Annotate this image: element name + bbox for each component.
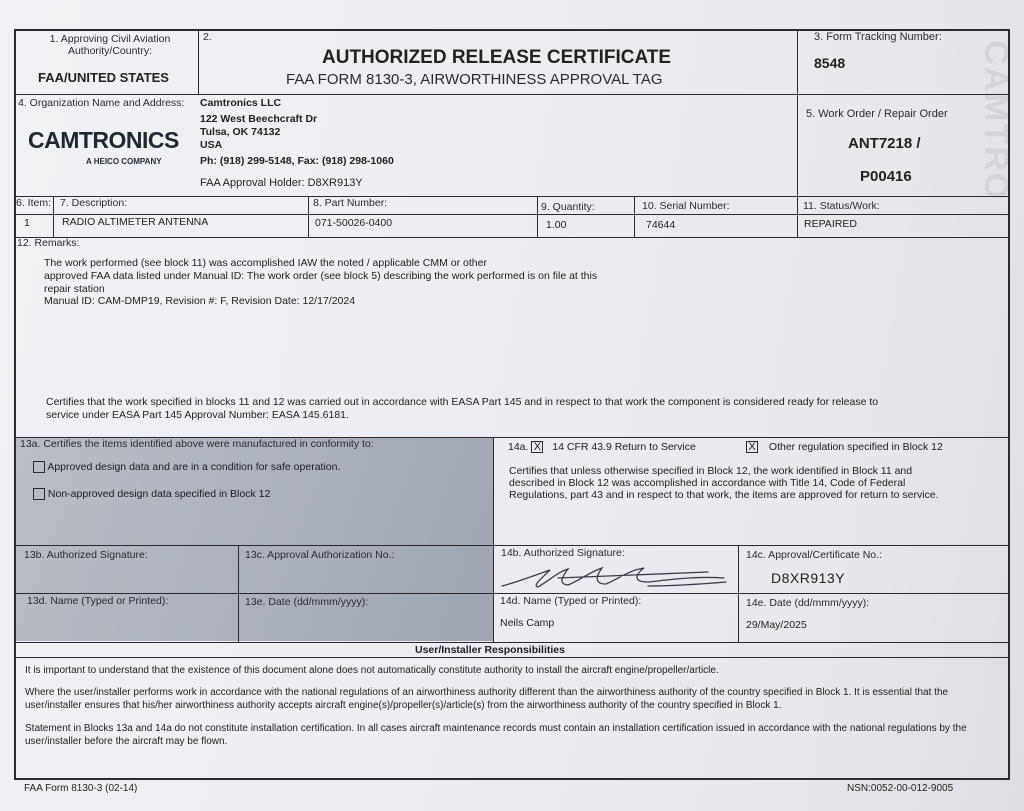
rule: [198, 29, 199, 94]
block1-label: 1. Approving Civil Aviation Authority/Country:: [49, 33, 171, 57]
other-regulation-label: Other regulation specified in Block 12: [768, 441, 943, 453]
remarks-line: The work performed (see block 11) was accomplished IAW the noted / applicable CMM or other: [44, 257, 487, 269]
org-city: Tulsa, OK 74132: [200, 126, 281, 138]
remarks-line: approved FAA data listed under Manual ID: The work order (see block 5) describing the work performed is on file at this: [44, 270, 598, 282]
release-date: 29/May/2025: [746, 619, 807, 631]
block14a-header: [508, 441, 696, 453]
camtronics-logo: CAMTRONICS: [28, 127, 179, 153]
show-through-text: CAMTRO: [977, 40, 1015, 202]
rule: [634, 196, 635, 237]
nsn-number: NSN:0052-00-012-9005: [847, 783, 954, 794]
rule: [797, 214, 798, 237]
work-order-number: ANT7218 /: [848, 135, 921, 152]
rule: [14, 593, 1010, 594]
rule: [493, 437, 494, 642]
quantity-header: 9. Quantity:: [541, 201, 595, 213]
block14a-statement: described in Block 12 was accomplished in accordance with Title 14, Code of Federal: [509, 477, 906, 489]
return-to-service-label: 14 CFR 43.9 Return to Service: [552, 441, 696, 453]
serial-number-header: 10. Serial Number:: [642, 200, 730, 212]
block1-value: FAA/UNITED STATES: [38, 70, 169, 85]
rule: [53, 196, 54, 237]
part-number-header: 8. Part Number:: [313, 197, 388, 209]
easa-statement: Certifies that the work specified in blocks 11 and 12 was carried out in accordance with EASA Part 145 and in respect to that work the component is considered ready for release to: [46, 396, 879, 408]
remarks-label: 12. Remarks:: [17, 237, 80, 249]
block13a-option-non-approved[interactable]: [33, 488, 270, 500]
item-value: 1: [24, 217, 30, 229]
remarks-line: repair station: [44, 283, 105, 295]
rule: [537, 196, 538, 237]
rule: [797, 29, 798, 214]
block14d-label: 14d. Name (Typed or Printed):: [500, 595, 642, 607]
org-phone-fax: Ph: (918) 299-5148, Fax: (918) 298-1060: [200, 155, 394, 167]
rule: [738, 545, 739, 642]
block13e-label: 13e. Date (dd/mmm/yyyy):: [245, 596, 369, 608]
rule: [238, 545, 239, 642]
block13b-label: 13b. Authorized Signature:: [24, 549, 148, 561]
block13a-label: 13a. Certifies the items identified above were manufactured in conformity to:: [20, 438, 374, 450]
other-regulation-option[interactable]: [746, 441, 943, 453]
rule: [14, 642, 1010, 643]
rule: [308, 196, 309, 237]
rule: [14, 545, 1010, 546]
rule: [14, 214, 1010, 215]
block2-label: 2.: [203, 31, 212, 43]
block13a-option-approved[interactable]: [33, 461, 340, 473]
block14a-label: 14a.: [508, 441, 529, 453]
block13c-label: 13c. Approval Authorization No.:: [245, 549, 395, 561]
item-header: 6. Item:: [16, 197, 52, 209]
quantity-value: 1.00: [546, 219, 567, 231]
rule: [14, 94, 1010, 95]
rule: [14, 657, 1010, 658]
rule: [14, 196, 1010, 197]
option-label: Approved design data and are in a condition for safe operation.: [47, 461, 341, 473]
form-identifier: FAA Form 8130-3 (02-14): [24, 783, 138, 794]
block5-label: 5. Work Order / Repair Order: [806, 108, 948, 120]
part-number-value: 071-50026-0400: [315, 217, 393, 229]
authorized-signature: [498, 560, 734, 592]
responsibilities-paragraph: It is important to understand that the existence of this document alone does not automatically constitute authority to install the aircraft engine/propeller/article.: [25, 665, 719, 676]
checkbox[interactable]: [33, 488, 45, 500]
form-tracking-number: 8548: [814, 55, 846, 71]
heico-logo-text: A HEICO COMPANY: [86, 157, 162, 166]
status-work-header: 11. Status/Work:: [803, 200, 880, 212]
option-label: Non-approved design data specified in Block 12: [47, 488, 271, 500]
rule: [14, 237, 1010, 238]
faa-approval-holder: FAA Approval Holder: D8XR913Y: [200, 177, 363, 189]
checkbox[interactable]: [33, 461, 45, 473]
block14c-label: 14c. Approval/Certificate No.:: [746, 549, 882, 561]
serial-number-value: 74644: [646, 219, 676, 231]
block14b-label: 14b. Authorized Signature:: [501, 547, 625, 559]
remarks-manual-id: Manual ID: CAM-DMP19, Revision #: F, Revision Date: 12/17/2024: [44, 295, 356, 307]
responsibilities-heading: User/Installer Responsibilities: [415, 644, 565, 656]
responsibilities-paragraph: Statement in Blocks 13a and 14a do not constitute installation certification. In all cases aircraft maintenance records must contain an installation certification issued in accordance with the national regulations by the user/installer before the aircraft may be flown.: [25, 723, 967, 747]
block14a-statement: Certifies that unless otherwise specified in Block 12, the work identified in Block 11 and: [509, 465, 913, 477]
org-street: 122 West Beechcraft Dr: [200, 113, 318, 125]
org-name: Camtronics LLC: [200, 97, 282, 109]
easa-statement: service under EASA Part 145 Approval Number: EASA 145.6181.: [46, 409, 349, 421]
form-subtitle: FAA FORM 8130-3, AIRWORTHINESS APPROVAL TAG: [286, 71, 663, 88]
return-to-service-checkbox[interactable]: X: [531, 441, 543, 453]
block14a-statement: Regulations, part 43 and in respect to that work, the items are approved for return to service.: [509, 489, 939, 501]
block3-label: 3. Form Tracking Number:: [814, 31, 942, 43]
responsibilities-paragraph: Where the user/installer performs work in accordance with the national regulations of an airworthiness authority different than the airworthiness authority of the country specified in Block 1. It is essential that the user/installer ensures that his/her airworthiness authority accepts aircraft engine(s)/propeller(s)/article(s) from the airworthiness authority of the country specified in Block 1.: [25, 687, 949, 711]
status-work-value: REPAIRED: [804, 218, 857, 230]
block14e-label: 14e. Date (dd/mmm/yyyy):: [746, 597, 870, 609]
description-header: 7. Description:: [60, 197, 128, 209]
org-country: USA: [200, 139, 223, 151]
block4-label: 4. Organization Name and Address:: [18, 97, 185, 109]
form-title: AUTHORIZED RELEASE CERTIFICATE: [322, 47, 672, 68]
description-value: RADIO ALTIMETER ANTENNA: [62, 216, 209, 228]
signer-name: Neils Camp: [500, 617, 555, 629]
block13d-label: 13d. Name (Typed or Printed):: [27, 595, 169, 607]
other-regulation-checkbox[interactable]: X: [746, 441, 758, 453]
approval-certificate-number: D8XR913Y: [771, 570, 846, 586]
repair-order-number: P00416: [860, 168, 912, 185]
